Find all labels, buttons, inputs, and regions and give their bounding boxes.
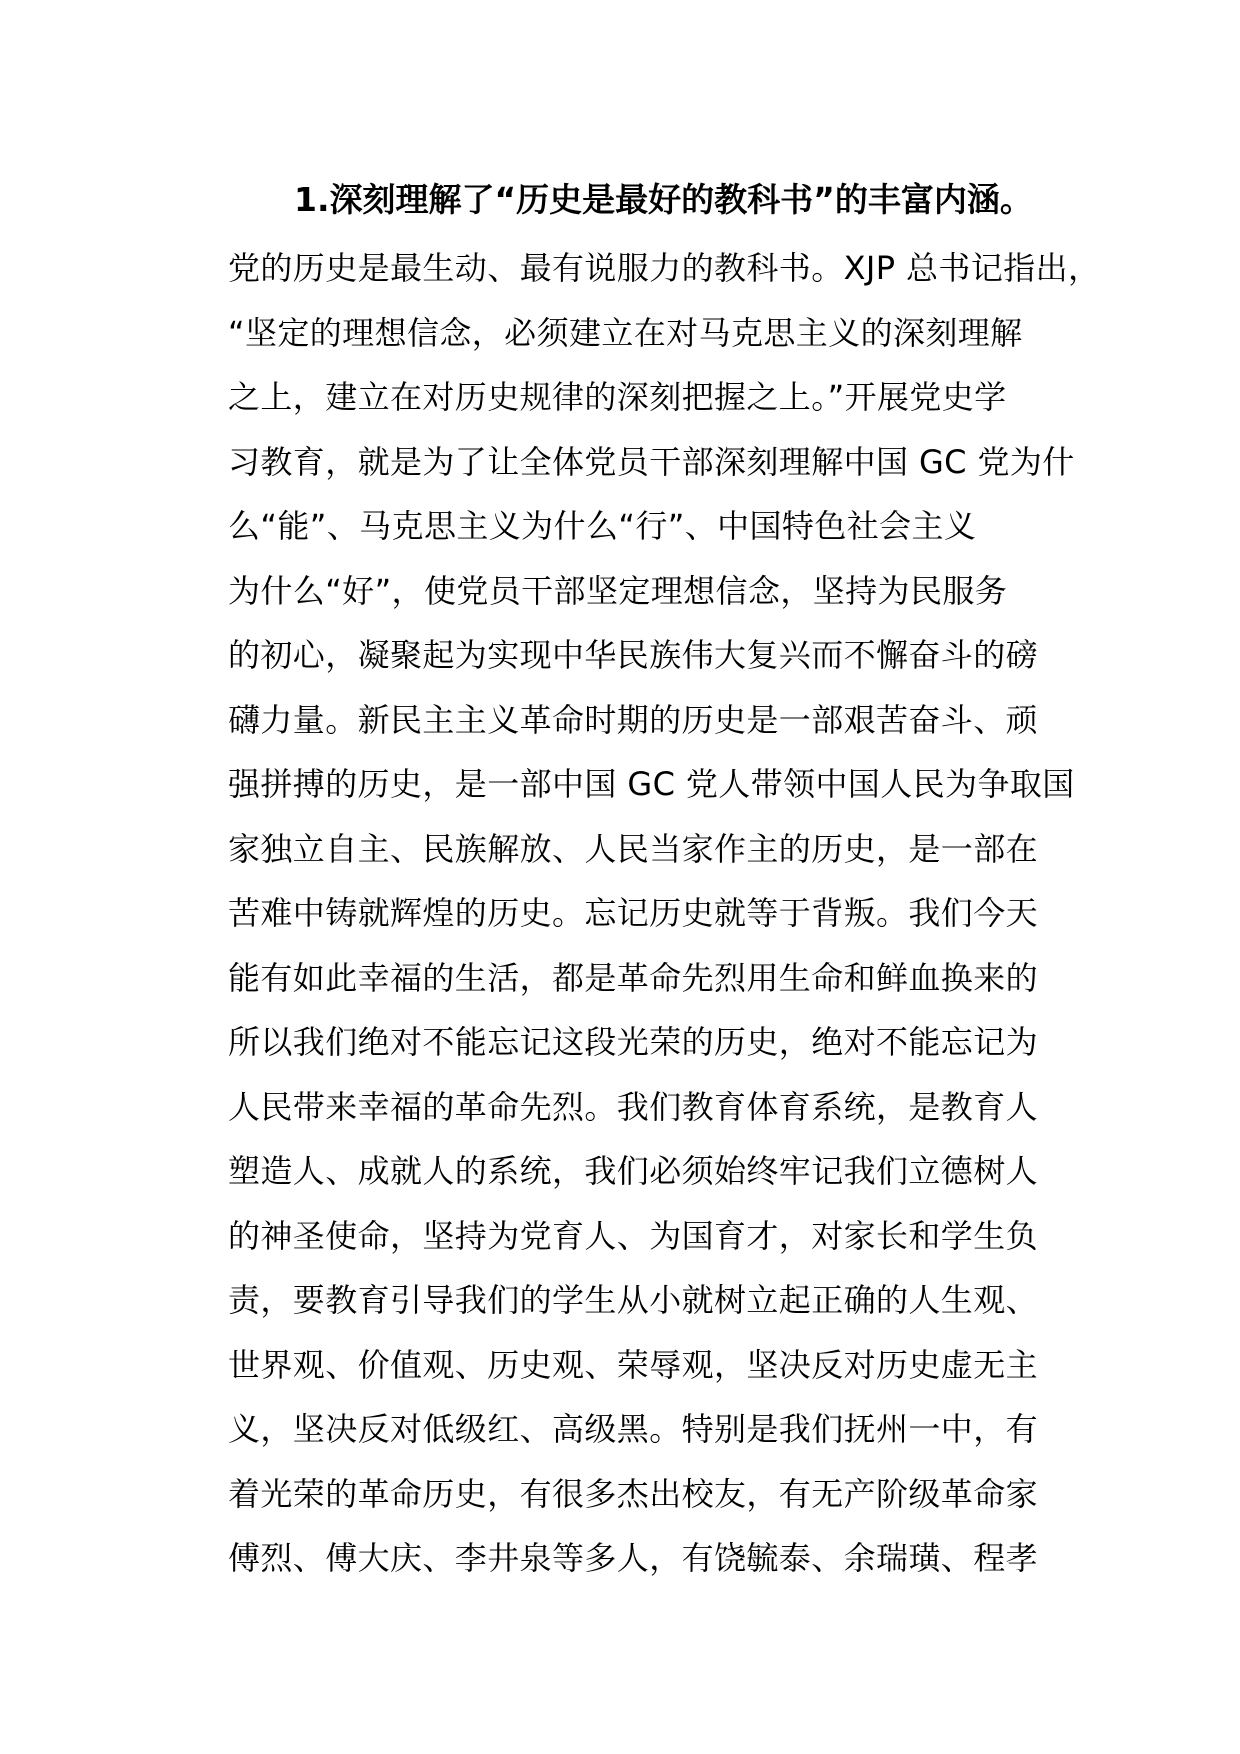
body-line: 强拼搏的历史，是一部中国 GC 党人带领中国人民为争取国 xyxy=(228,765,1075,803)
body-line: 塑造人、成就人的系统，我们必须始终牢记我们立德树人 xyxy=(228,1152,1039,1190)
body-line: 所以我们绝对不能忘记这段光荣的历史，绝对不能忘记为 xyxy=(228,1023,1039,1061)
body-line: 傅烈、傅大庆、李井泉等多人，有饶毓泰、余瑞璜、程孝 xyxy=(228,1539,1039,1577)
body-line: 党的历史是最生动、最有说服力的教科书。XJP 总书记指出， xyxy=(228,249,1101,287)
body-line: 能有如此幸福的生活，都是革命先烈用生命和鲜血换来的 xyxy=(228,958,1039,997)
body-line: 么“能”、马克思主义为什么“行”、中国特色社会主义 xyxy=(228,507,977,545)
body-line: 家独立自主、民族解放、人民当家作主的历史，是一部在 xyxy=(228,829,1039,868)
body-line: 为什么“好”，使党员干部坚定理想信念，坚持为民服务 xyxy=(228,571,1008,610)
body-line: 苦难中铸就辉煌的历史。忘记历史就等于背叛。我们今天 xyxy=(228,894,1039,932)
section-heading xyxy=(228,170,1188,230)
body-line: 的神圣使命，坚持为党育人、为国育才，对家长和学生负 xyxy=(228,1216,1039,1255)
body-line: 义，坚决反对低级红、高级黑。特别是我们抚州一中，有 xyxy=(228,1410,1039,1448)
body-line: “坚定的理想信念，必须建立在对马克思主义的深刻理解 xyxy=(228,313,1023,352)
body-line: 着光荣的革命历史，有很多杰出校友，有无产阶级革命家 xyxy=(228,1474,1039,1513)
body-line: 习教育，就是为了让全体党员干部深刻理解中国 GC 党为什 xyxy=(228,442,1075,481)
body-line: 礴力量。新民主主义革命时期的历史是一部艰苦奋斗、顽 xyxy=(228,700,1039,739)
section-heading-text: 1.深刻理解了“历史是最好的教科书”的丰富内涵。 xyxy=(294,180,1033,219)
body-line: 之上，建立在对历史规律的深刻把握之上。”开展党史学 xyxy=(228,378,1007,416)
body-line: 世界观、价值观、历史观、荣辱观，坚决反对历史虚无主 xyxy=(228,1345,1039,1384)
body-paragraph xyxy=(228,236,1128,1591)
body-line: 责，要教育引导我们的学生从小就树立起正确的人生观、 xyxy=(228,1281,1039,1319)
body-line: 的初心，凝聚起为实现中华民族伟大复兴而不懈奋斗的磅 xyxy=(228,636,1039,674)
body-line: 人民带来幸福的革命先烈。我们教育体育系统，是教育人 xyxy=(228,1087,1039,1126)
